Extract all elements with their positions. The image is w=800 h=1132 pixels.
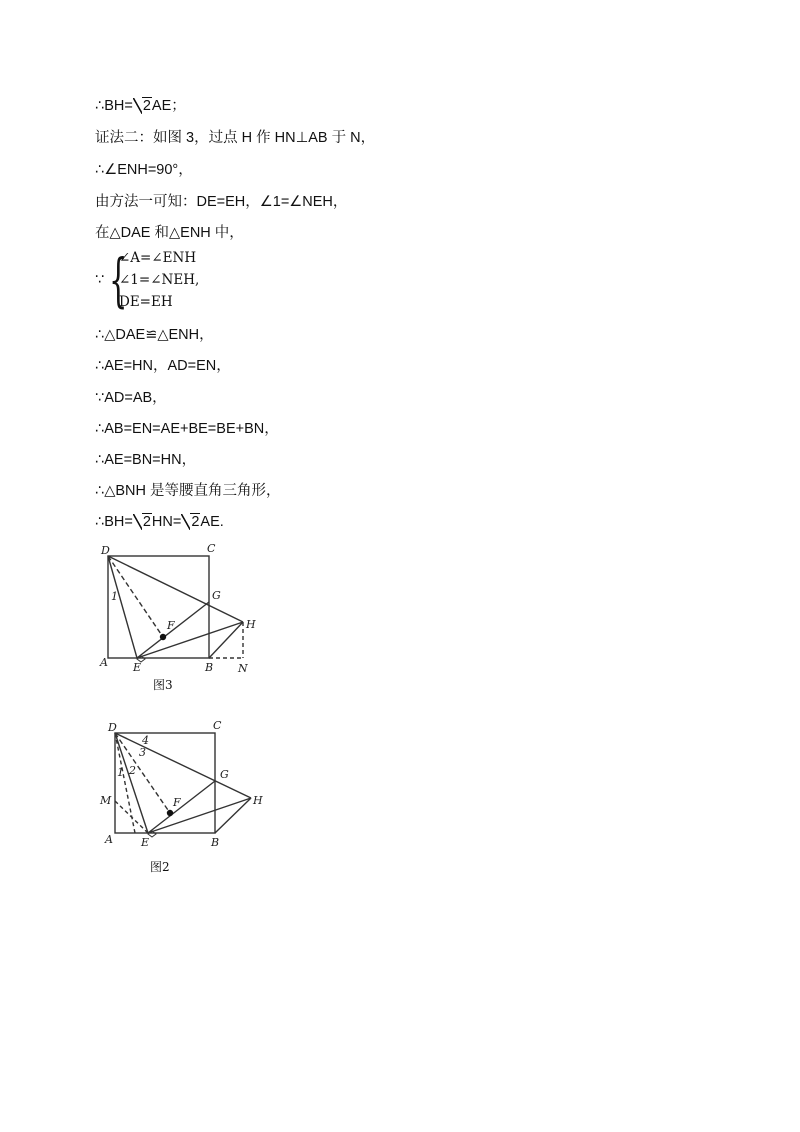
label-a: A bbox=[105, 833, 113, 846]
figure-2-caption: 图2 bbox=[150, 860, 170, 874]
system-row: ∠1=∠NEH, bbox=[119, 272, 200, 288]
line-congruent: ∴△DAE≌△ENH， bbox=[95, 327, 214, 343]
label-f: F bbox=[173, 796, 181, 809]
system-row: ∠A=∠ENH bbox=[119, 250, 197, 266]
label-c: C bbox=[213, 719, 222, 732]
figure-3-caption: 图3 bbox=[153, 678, 173, 692]
label-m: M bbox=[100, 794, 112, 807]
label-angle-2: 2 bbox=[129, 764, 136, 777]
segment-eg bbox=[148, 781, 215, 833]
label-f: F bbox=[167, 619, 175, 632]
label-angle-1: 1 bbox=[111, 590, 118, 603]
label-b: B bbox=[211, 836, 220, 849]
line-ad-ab: ∵AD=AB， bbox=[95, 390, 167, 406]
sqrt-symbol: 2 bbox=[133, 512, 152, 532]
line-ab-en: ∴AB=EN=AE+BE=BE+BN， bbox=[95, 421, 279, 437]
system-row: DE=EH bbox=[119, 294, 173, 310]
label-g: G bbox=[220, 768, 229, 781]
label-e: E bbox=[141, 836, 150, 849]
segment-eh bbox=[137, 622, 243, 658]
line-ae-bn-hn: ∴AE=BN=HN， bbox=[95, 452, 197, 468]
point-f bbox=[167, 810, 173, 816]
line-conclusion-1: ∴BH= 2AE； bbox=[95, 98, 186, 114]
label-d: D bbox=[108, 721, 117, 734]
segment-dh bbox=[108, 556, 243, 622]
line-isosceles: ∴△BNH 是等腰直角三角形， bbox=[95, 483, 281, 499]
line-ae-hn: ∴AE=HN，AD=EN， bbox=[95, 358, 231, 374]
line-method-1-known: 由方法一可知：DE=EH，∠1=∠NEH， bbox=[95, 194, 348, 210]
figure-3 bbox=[95, 540, 275, 675]
because-symbol: ∵ bbox=[95, 272, 105, 288]
line-proof-method-2: 证法二：如图 3，过点 H 作 HN⊥AB 于 N， bbox=[95, 130, 376, 146]
line-conclusion-final: ∴BH= 2HN= 2AE. bbox=[95, 514, 224, 530]
point-f bbox=[160, 634, 166, 640]
segment-bh bbox=[215, 798, 251, 833]
label-angle-1: 1 bbox=[117, 766, 124, 779]
label-h: H bbox=[246, 618, 256, 631]
label-e: E bbox=[133, 661, 142, 674]
segment-eh bbox=[148, 798, 251, 833]
sqrt-symbol: 2 bbox=[181, 512, 200, 532]
square-abcd bbox=[115, 733, 215, 833]
segment-de bbox=[108, 556, 137, 658]
label-n: N bbox=[238, 662, 248, 675]
label-b: B bbox=[205, 661, 214, 674]
left-brace: { bbox=[109, 246, 128, 314]
sqrt-symbol: 2 bbox=[133, 96, 152, 116]
label-d: D bbox=[101, 544, 110, 557]
line-angle-enh: ∴∠ENH=90°， bbox=[95, 162, 193, 178]
label-h: H bbox=[253, 794, 263, 807]
equation-system bbox=[95, 248, 255, 314]
label-angle-4: 4 bbox=[142, 734, 149, 747]
label-angle-3: 3 bbox=[139, 746, 146, 759]
line-in-triangles: 在△DAE 和△ENH 中， bbox=[95, 225, 244, 241]
label-g: G bbox=[212, 589, 221, 602]
label-a: A bbox=[100, 656, 108, 669]
label-c: C bbox=[207, 542, 216, 555]
figure-2 bbox=[95, 716, 275, 856]
